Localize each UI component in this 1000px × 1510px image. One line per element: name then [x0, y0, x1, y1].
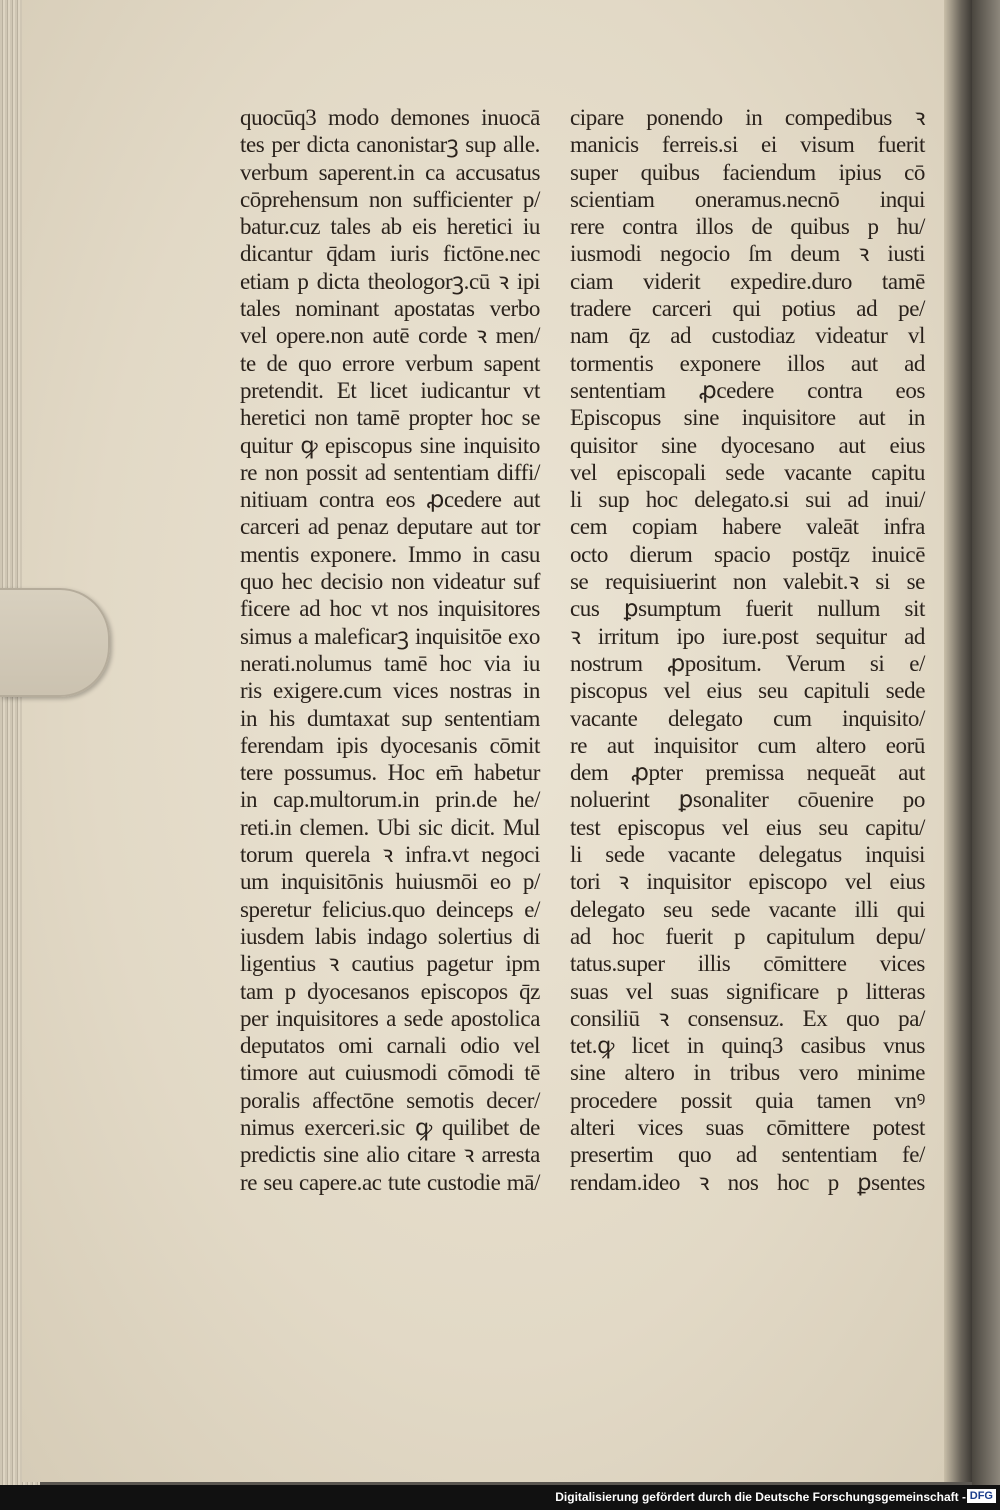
text-line: ꝛ irritum ipo iure.post sequitur ad: [570, 623, 925, 649]
text-line: rere contra illos de quibus p hu/: [570, 214, 925, 240]
text-line: carceri ad penaz deputare aut tor: [240, 514, 540, 540]
text-line: alteri vices suas cōmittere potest: [570, 1114, 925, 1140]
text-line: quisitor sine dyocesano aut eius: [570, 432, 925, 458]
text-line: vel opere.non autē corde ꝛ men/: [240, 323, 540, 349]
text-line: manicis ferreis.si ei visum fuerit: [570, 132, 925, 158]
text-line: ris exigere.cum vices nostras in: [240, 678, 540, 704]
funding-credit: Digitalisierung gefördert durch die Deutsche Forschungsgemeinschaft -: [555, 1490, 966, 1504]
text-line: pretendit. Et licet iudicantur vt: [240, 377, 540, 403]
text-line: in his dumtaxat sup sententiam: [240, 705, 540, 731]
text-line: suas vel suas significare p litteras: [570, 978, 925, 1004]
text-line: etiam p dicta theologorꝫ.cū ꝛ ipi: [240, 268, 540, 294]
text-line: tam p dyocesanos episcopos q̄z: [240, 978, 540, 1004]
text-line: nostrum ꝓpositum. Verum si e/: [570, 650, 925, 676]
text-line: cipare ponendo in compedibus ꝛ: [570, 105, 925, 130]
text-line: tormentis exponere illos aut ad: [570, 350, 925, 376]
text-line: re non possit ad sententiam diffi/: [240, 459, 540, 485]
text-line: delegato seu sede vacante illi qui: [570, 896, 925, 922]
text-line: se requisiuerint non valebit.ꝛ si se: [570, 569, 925, 595]
text-line: test episcopus vel eius seu capitu/: [570, 814, 925, 840]
text-line: li sede vacante delegatus inquisi: [570, 842, 925, 868]
text-line: mentis exponere. Immo in casu: [240, 541, 540, 567]
text-line: ligentius ꝛ cautius pagetur ipm: [240, 951, 540, 977]
text-line: dem ꝓpter premissa nequeāt aut: [570, 760, 925, 786]
text-column-left: [240, 104, 540, 1196]
page-gutter: [944, 0, 972, 1482]
text-line: quitur ꝙ episcopus sine inquisito: [240, 432, 540, 458]
text-line: heretici non tamē propter hoc se: [240, 405, 540, 431]
book-clasp: [0, 588, 110, 697]
text-line: torum querela ꝛ infra.vt negoci: [240, 842, 540, 868]
text-line: reti.in clemen. Ubi sic dicit. Mul: [240, 814, 540, 840]
text-line: noluerint ꝑsonaliter cōuenire po: [570, 787, 925, 813]
text-line: piscopus vel eius seu capituli sede: [570, 678, 925, 704]
text-line: procedere possit quia tamen vnꝰ: [570, 1087, 925, 1113]
text-line: vel episcopali sede vacante capitu: [570, 459, 925, 485]
text-line: vacante delegato cum inquisito/: [570, 705, 925, 731]
text-line: predictis sine alio citare ꝛ arresta: [240, 1142, 540, 1168]
dfg-logo: DFG: [967, 1489, 996, 1503]
text-line: tes per dicta canonistarꝫ sup alle.: [240, 132, 540, 158]
text-line: te de quo errore verbum sapent: [240, 350, 540, 376]
text-line: poralis affectōne semotis decer/: [240, 1087, 540, 1113]
text-line: ferendam ipis dyocesanis cōmit: [240, 732, 540, 758]
text-line: cem copiam habere valeāt infra: [570, 514, 925, 540]
text-line: verbum saperent.in ca accusatus: [240, 159, 540, 185]
text-line: per inquisitores a sede apostolica: [240, 1005, 540, 1031]
text-line: consiliū ꝛ consensuz. Ex quo pa/: [570, 1005, 925, 1031]
text-line: super quibus faciendum ipius cō: [570, 159, 925, 185]
text-line: tet.ꝙ licet in quinq3 casibus vnus: [570, 1033, 925, 1059]
text-line: nerati.nolumus tamē hoc via iu: [240, 650, 540, 676]
text-line: speretur felicius.quo deinceps e/: [240, 896, 540, 922]
text-column-right: [570, 104, 925, 1196]
text-line: batur.cuz tales ab eis heretici iu: [240, 214, 540, 240]
text-line: ficere ad hoc vt nos inquisitores: [240, 596, 540, 622]
text-line: cus ꝑsumptum fuerit nullum sit: [570, 596, 925, 622]
text-line: nam q̄z ad custodiaz videatur vl: [570, 323, 925, 349]
text-line: iusmodi negocio ſm deum ꝛ iusti: [570, 241, 925, 267]
text-line: deputatos omi carnali odio vel: [240, 1033, 540, 1059]
text-line: octo dierum spacio postq̄z inuicē: [570, 541, 925, 567]
text-line: nitiuam contra eos ꝓcedere aut: [240, 487, 540, 513]
text-line: quocūq3 modo demones inuocā: [240, 105, 540, 130]
text-line: nimus exerceri.sic ꝙ quilibet de: [240, 1114, 540, 1140]
text-line: tales nominant apostatas verbo: [240, 296, 540, 322]
footer-bar: [0, 1485, 1000, 1510]
text-line: iusdem labis indago solertius di: [240, 923, 540, 949]
text-line: rendam.ideo ꝛ nos hoc p ꝑsentes: [570, 1169, 925, 1195]
text-line: ad hoc fuerit p capitulum depu/: [570, 923, 925, 949]
text-line: Episcopus sine inquisitore aut in: [570, 405, 925, 431]
text-line: cōprehensum non sufficienter p/: [240, 186, 540, 212]
text-line: tori ꝛ inquisitor episcopo vel eius: [570, 869, 925, 895]
facing-page-edge: [972, 0, 1000, 1485]
text-line: tradere carceri qui potius ad pe/: [570, 296, 925, 322]
text-line: simus a maleficarꝫ inquisitōe exo: [240, 623, 540, 649]
text-line: in cap.multorum.in prin.de he/: [240, 787, 540, 813]
text-line: tatus.super illis cōmittere vices: [570, 951, 925, 977]
text-line: re seu capere.ac tute custodie mā/: [240, 1169, 540, 1195]
text-line: li sup hoc delegato.si sui ad inui/: [570, 487, 925, 513]
text-line: re aut inquisitor cum altero eorū: [570, 732, 925, 758]
text-line: dicantur q̄dam iuris fictōne.nec: [240, 241, 540, 267]
text-line: scientiam oneramus.necnō inqui: [570, 186, 925, 212]
text-line: tere possumus. Hoc em̄ habetur: [240, 760, 540, 786]
text-line: um inquisitōnis huiusmōi eo p/: [240, 869, 540, 895]
text-line: ciam viderit expedire.duro tamē: [570, 268, 925, 294]
text-line: quo hec decisio non videatur suf: [240, 569, 540, 595]
text-line: sine altero in tribus vero minime: [570, 1060, 925, 1086]
text-line: timore aut cuiusmodi cōmodi tē: [240, 1060, 540, 1086]
text-line: sententiam ꝓcedere contra eos: [570, 377, 925, 403]
text-line: presertim quo ad sententiam fe/: [570, 1142, 925, 1168]
